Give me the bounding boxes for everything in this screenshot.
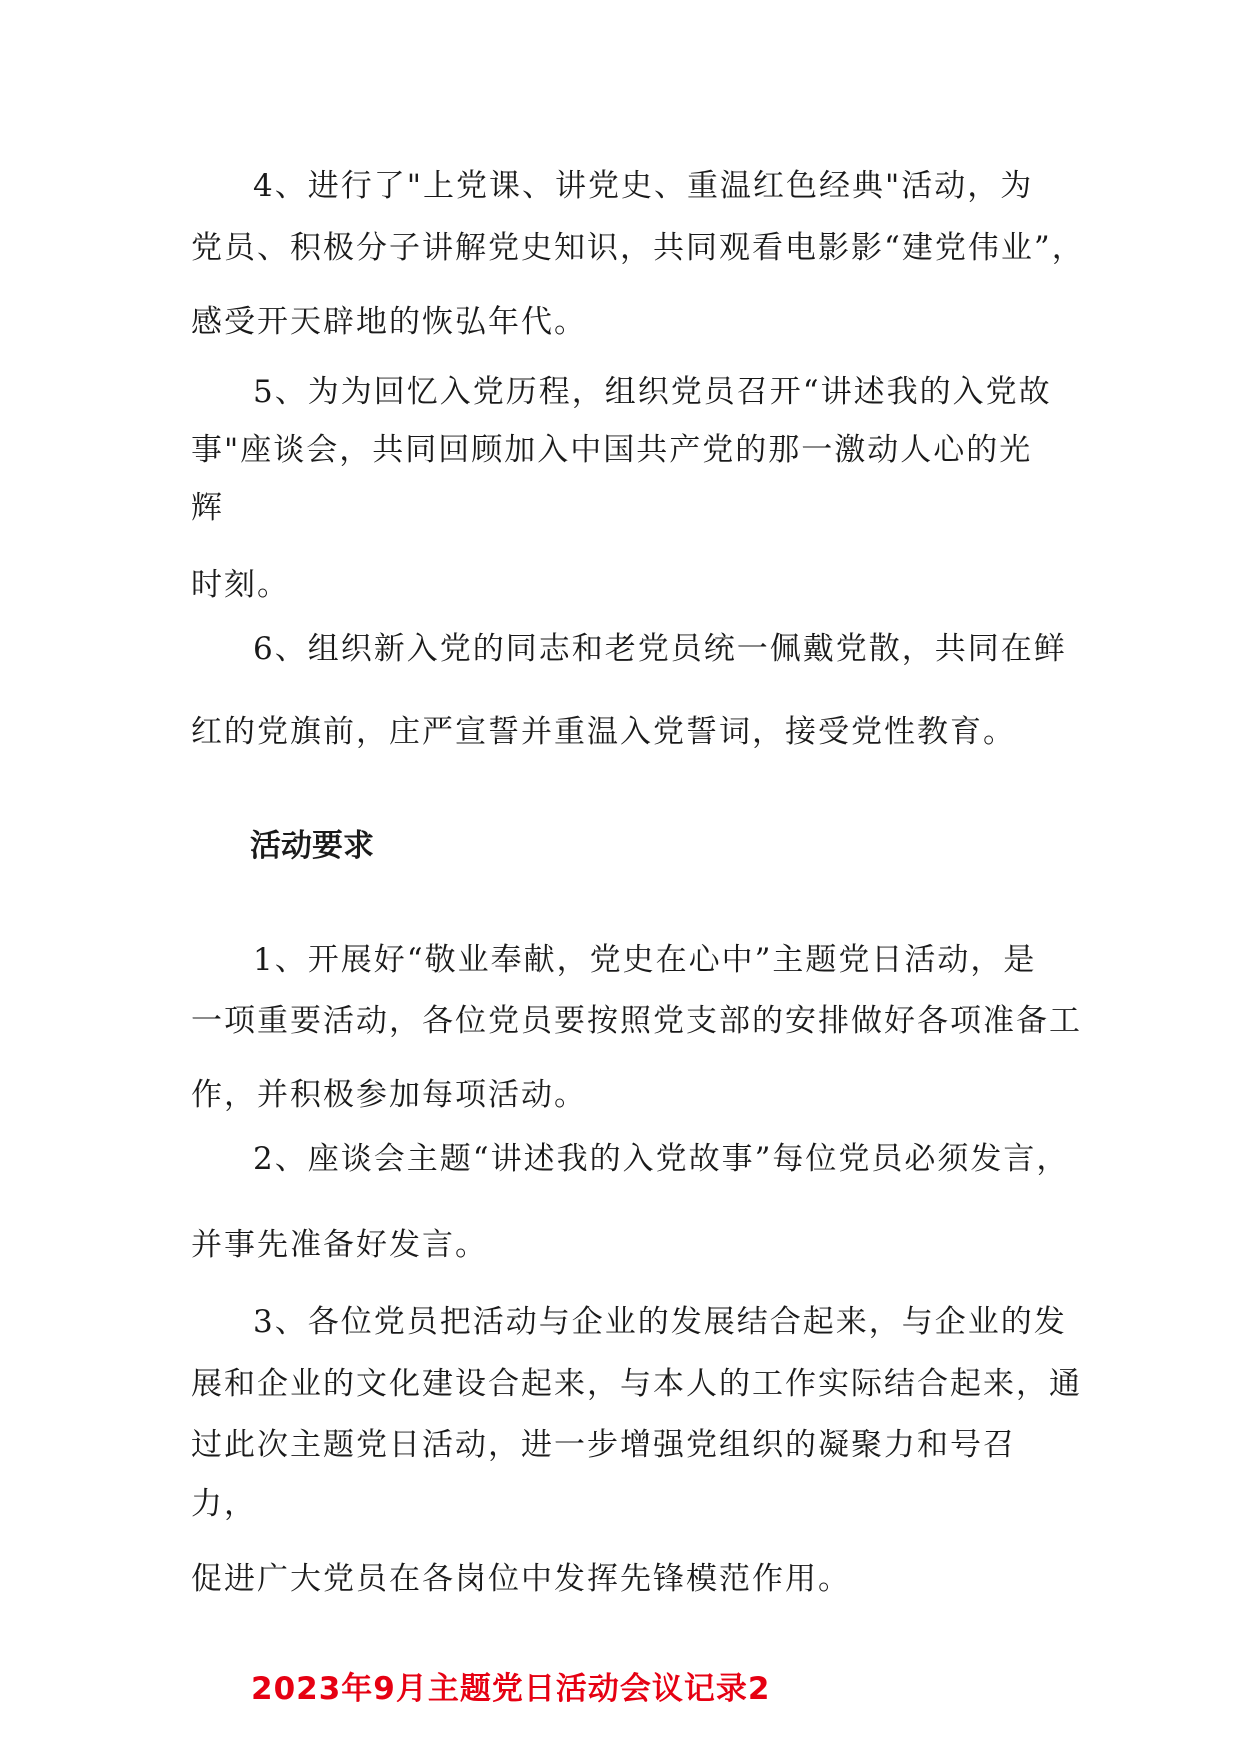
paragraph-line: 红的党旗前，庄严宣誓并重温入党誓词，接受党性教育。 xyxy=(191,714,1016,750)
paragraph-line: 展和企业的文化建设合起来，与本人的工作实际结合起来，通 xyxy=(191,1366,1082,1402)
paragraph-line: 党员、积极分子讲解党史知识，共同观看电影影“建党伟业”， xyxy=(191,230,1085,266)
paragraph-line: 1、开展好“敬业奉献，党史在心中”主题党日活动，是 xyxy=(253,942,1037,978)
paragraph-line: 过此次主题党日活动，进一步增强党组织的凝聚力和号召 xyxy=(191,1427,1016,1463)
paragraph-line: 4、进行了"上党课、讲党史、重温红色经典"活动，为 xyxy=(253,168,1034,204)
paragraph-line: 感受开天辟地的恢弘年代。 xyxy=(191,304,587,340)
paragraph-line: 时刻。 xyxy=(191,567,290,603)
paragraph-line: 6、组织新入党的同志和老党员统一佩戴党散，共同在鲜 xyxy=(253,631,1067,667)
paragraph-line: 促进广大党员在各岗位中发挥先锋模范作用。 xyxy=(191,1561,851,1597)
paragraph-line: 事"座谈会，共同回顾加入中国共产党的那一激动人心的光 xyxy=(191,432,1033,468)
paragraph-line: 并事先准备好发言。 xyxy=(191,1227,488,1263)
section-heading: 活动要求 xyxy=(250,828,374,864)
paragraph-line: 3、各位党员把活动与企业的发展结合起来，与企业的发 xyxy=(253,1304,1067,1340)
paragraph-line: 辉 xyxy=(191,490,224,526)
next-section-title: 2023年9月主题党日活动会议记录2 xyxy=(251,1671,771,1707)
paragraph-line: 作，并积极参加每项活动。 xyxy=(191,1077,587,1113)
paragraph-line: 2、座谈会主题“讲述我的入党故事”每位党员必须发言， xyxy=(253,1141,1070,1177)
paragraph-line: 一项重要活动，各位党员要按照党支部的安排做好各项准备工 xyxy=(191,1003,1082,1039)
paragraph-line: 力， xyxy=(191,1486,257,1522)
paragraph-line: 5、为为回忆入党历程，组织党员召开“讲述我的入党故 xyxy=(253,374,1052,410)
